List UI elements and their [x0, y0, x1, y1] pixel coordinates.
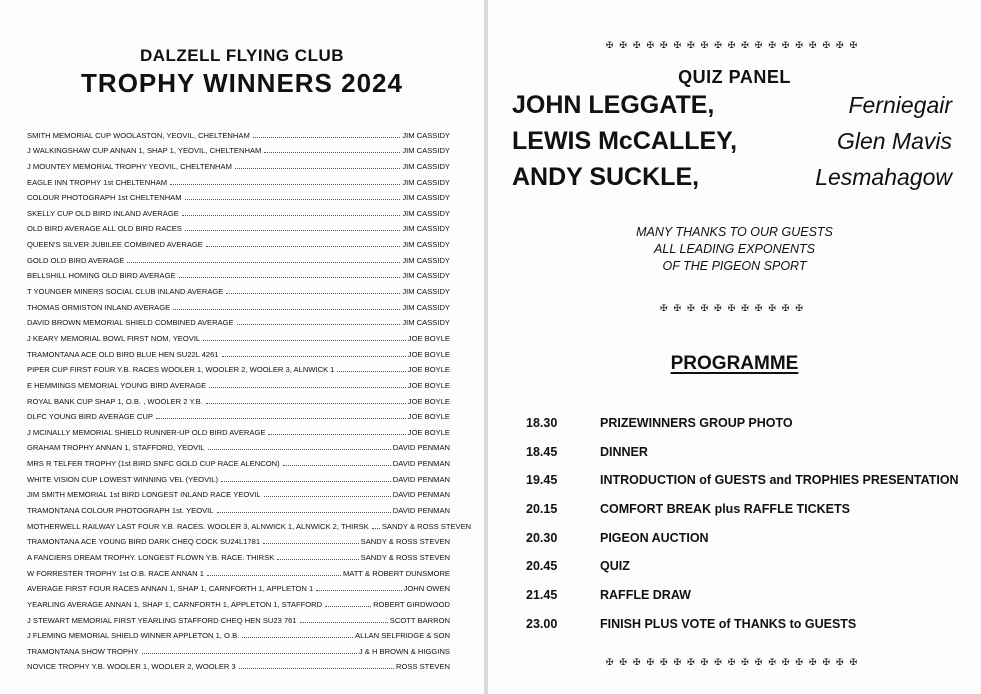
- trophy-row: [27, 296, 450, 312]
- programme-item: [526, 559, 976, 588]
- trophy-name: J MCINALLY MEMORIAL SHIELD RUNNER-UP OLD BIRD AVERAGE: [27, 427, 266, 437]
- trophy-row: [27, 656, 450, 672]
- trophy-row: [27, 280, 450, 296]
- winner-name: DAVID PENMAN: [392, 490, 450, 500]
- programme-event: QUIZ: [600, 559, 630, 574]
- trophy-row: [27, 202, 450, 218]
- trophy-name: DAVID BROWN MEMORIAL SHIELD COMBINED AVERAGE: [27, 318, 234, 328]
- winner-name: SANDY & ROSS STEVEN: [381, 521, 472, 531]
- dot-leader: [264, 152, 400, 153]
- trophy-name: TRAMONTANA ACE YOUNG BIRD DARK CHEQ COCK SU24L1781: [27, 537, 261, 547]
- dot-leader: [283, 465, 391, 466]
- trophy-name: YEARLING AVERAGE ANNAN 1, SHAP 1, CARNFORTH 1, APPLETON 1, STAFFORD: [27, 599, 323, 609]
- trophy-row: [27, 562, 450, 578]
- dot-leader: [235, 168, 400, 169]
- trophy-row: [27, 249, 450, 265]
- trophy-name: SKELLY CUP OLD BIRD INLAND AVERAGE: [27, 208, 179, 218]
- trophy-row: [27, 468, 450, 484]
- winner-name: JIM CASSIDY: [402, 271, 450, 281]
- programme-item: [526, 473, 976, 502]
- programme-time: 20.45: [526, 559, 558, 574]
- left-page: [0, 0, 484, 694]
- trophy-name: BELLSHILL HOMING OLD BIRD AVERAGE: [27, 271, 176, 281]
- trophy-name: DLFC YOUNG BIRD AVERAGE CUP: [27, 412, 153, 422]
- panel-member-place: Ferniegair: [848, 92, 952, 118]
- programme-time: 19.45: [526, 473, 558, 488]
- programme-event: COMFORT BREAK plus RAFFLE TICKETS: [600, 502, 850, 517]
- star-divider-top: ✠✠✠✠✠✠✠✠✠✠✠✠✠✠✠✠✠✠✠: [605, 40, 864, 50]
- dot-leader: [206, 246, 400, 247]
- dot-leader: [142, 653, 357, 654]
- programme-item: [526, 588, 976, 617]
- programme-event: RAFFLE DRAW: [600, 588, 691, 603]
- trophy-row: [27, 406, 450, 422]
- programme-event: FINISH PLUS VOTE of THANKS to GUESTS: [600, 616, 857, 631]
- trophy-name: QUEEN'S SILVER JUBILEE COMBINED AVERAGE: [27, 240, 203, 250]
- programme-item: [526, 502, 976, 531]
- trophy-name: THOMAS ORMISTON INLAND AVERAGE: [27, 302, 171, 312]
- dot-leader: [300, 622, 388, 623]
- trophy-name: COLOUR PHOTOGRAPH 1st CHELTENHAM: [27, 193, 182, 203]
- quiz-panel-title: QUIZ PANEL: [678, 67, 791, 87]
- dot-leader: [170, 184, 400, 185]
- panel-member: [512, 163, 952, 193]
- trophy-name: J WALKINGSHAW CUP ANNAN 1, SHAP 1, YEOVIL, CHELTENHAM: [27, 146, 262, 156]
- winner-name: JOE BOYLE: [407, 427, 450, 437]
- star-divider-middle: ✠✠✠✠✠✠✠✠✠✠✠: [660, 303, 809, 313]
- trophy-name: GRAHAM TROPHY ANNAN 1, STAFFORD, YEOVIL: [27, 443, 205, 453]
- winner-name: JIM CASSIDY: [402, 146, 450, 156]
- programme-title: [488, 353, 981, 375]
- dot-leader: [208, 449, 391, 450]
- winner-name: JIM CASSIDY: [402, 130, 450, 140]
- programme-event: DINNER: [600, 444, 648, 459]
- trophy-name: TRAMONTANA SHOW TROPHY: [27, 646, 139, 656]
- trophy-row: [27, 484, 450, 500]
- winner-name: JIM CASSIDY: [402, 255, 450, 265]
- programme-event: INTRODUCTION of GUESTS and TROPHIES PRESENTATION: [600, 473, 959, 488]
- panel-member-name: LEWIS McCALLEY,: [512, 127, 738, 155]
- winner-name: JOHN OWEN: [403, 584, 450, 594]
- winner-name: JIM CASSIDY: [402, 177, 450, 187]
- winner-name: JOE BOYLE: [407, 349, 450, 359]
- programme-time: 18.30: [526, 416, 558, 430]
- dot-leader: [264, 496, 391, 497]
- trophy-name: PIPER CUP FIRST FOUR Y.B. RACES WOOLER 1, WOOLER 2, WOOLER 3, ALNWICK 1: [27, 365, 335, 375]
- dot-leader: [203, 340, 406, 341]
- thanks-line: OF THE PIGEON SPORT: [662, 259, 807, 273]
- trophy-row: [27, 218, 450, 234]
- dot-leader: [207, 575, 341, 576]
- page-title: TROPHY WINNERS 2024: [81, 68, 403, 98]
- winner-name: DAVID PENMAN: [392, 474, 450, 484]
- star-divider-bottom: ✠✠✠✠✠✠✠✠✠✠✠✠✠✠✠✠✠✠✠: [605, 657, 864, 667]
- winner-name: JIM CASSIDY: [402, 318, 450, 328]
- dot-leader: [179, 277, 401, 278]
- winner-name: JIM CASSIDY: [402, 302, 450, 312]
- dot-leader: [182, 215, 401, 216]
- thanks-message: [488, 224, 981, 275]
- dot-leader: [237, 324, 401, 325]
- programme-list: [526, 416, 976, 646]
- trophy-name: TRAMONTANA COLOUR PHOTOGRAPH 1st. YEOVIL: [27, 506, 214, 516]
- trophy-name: EAGLE INN TROPHY 1st CHELTENHAM: [27, 177, 168, 187]
- trophy-row: [27, 233, 450, 249]
- trophy-row: [27, 343, 450, 359]
- trophy-name: J FLEMING MEMORIAL SHIELD WINNER APPLETON 1, O.B.: [27, 631, 240, 641]
- trophy-row: [27, 265, 450, 281]
- trophy-name: MRS R TELFER TROPHY (1st BIRD SNFC GOLD CUP RACE ALENCON): [27, 459, 280, 469]
- thanks-line: ALL LEADING EXPONENTS: [654, 242, 815, 256]
- trophy-name: T YOUNGER MINERS SOCIAL CLUB INLAND AVERAGE: [27, 287, 224, 297]
- thanks-line: MANY THANKS TO OUR GUESTS: [636, 225, 833, 239]
- dot-leader: [222, 356, 406, 357]
- programme-item: [526, 531, 976, 560]
- trophy-name: SMITH MEMORIAL CUP WOOLASTON, YEOVIL, CHELTENHAM: [27, 130, 250, 140]
- trophy-row: [27, 593, 450, 609]
- trophy-name: JIM SMITH MEMORIAL 1st BIRD LONGEST INLAND RACE YEOVIL: [27, 490, 261, 500]
- dot-leader: [325, 606, 371, 607]
- dot-leader: [156, 418, 406, 419]
- trophy-name: ROYAL BANK CUP SHAP 1, O.B. , WOOLER 2 Y.B.: [27, 396, 203, 406]
- trophy-row: [27, 531, 450, 547]
- trophy-name: AVERAGE FIRST FOUR RACES ANNAN 1, SHAP 1, CARNFORTH 1, APPLETON 1: [27, 584, 314, 594]
- panel-member: [512, 127, 952, 157]
- winner-name: JIM CASSIDY: [402, 287, 450, 297]
- trophy-row: [27, 437, 450, 453]
- winner-name: ROSS STEVEN: [395, 662, 450, 672]
- dot-leader: [268, 434, 405, 435]
- winner-name: JOE BOYLE: [407, 412, 450, 422]
- dot-leader: [185, 230, 400, 231]
- programme-item: [526, 416, 976, 445]
- trophy-row: [27, 359, 450, 375]
- trophy-name: MOTHERWELL RAILWAY LAST FOUR Y.B. RACES. WOOLER 3, ALNWICK 1, ALNWICK 2, THIRSK: [27, 521, 369, 531]
- winner-name: ALLAN SELFRIDGE & SON: [355, 631, 450, 641]
- winner-name: JIM CASSIDY: [402, 240, 450, 250]
- dot-leader: [253, 137, 401, 138]
- programme-title-text: PROGRAMME: [670, 353, 799, 374]
- trophy-row: [27, 546, 450, 562]
- dot-leader: [127, 262, 400, 263]
- trophy-row: [27, 155, 450, 171]
- dot-leader: [209, 387, 406, 388]
- dot-leader: [242, 637, 353, 638]
- trophy-name: J KEARY MEMORIAL BOWL FIRST NOM, YEOVIL: [27, 333, 201, 343]
- winner-name: JIM CASSIDY: [402, 193, 450, 203]
- trophy-row: [27, 421, 450, 437]
- trophy-row: [27, 452, 450, 468]
- trophy-row: [27, 312, 450, 328]
- winner-name: JIM CASSIDY: [402, 161, 450, 171]
- trophy-name: J STEWART MEMORIAL FIRST YEARLING STAFFORD CHEQ HEN SU23 761: [27, 615, 297, 625]
- trophy-name: OLD BIRD AVERAGE ALL OLD BIRD RACES: [27, 224, 182, 234]
- winner-name: DAVID PENMAN: [392, 459, 450, 469]
- programme-item: [526, 617, 976, 646]
- winner-name: DAVID PENMAN: [392, 506, 450, 516]
- dot-leader: [277, 559, 358, 560]
- trophy-row: [27, 124, 450, 140]
- dot-leader: [372, 528, 380, 529]
- trophy-row: [27, 327, 450, 343]
- trophy-row: [27, 640, 450, 656]
- trophy-name: W FORRESTER TROPHY 1st O.B. RACE ANNAN 1: [27, 568, 204, 578]
- dot-leader: [221, 481, 391, 482]
- winner-name: J & H BROWN & HIGGINS: [358, 646, 450, 656]
- winner-name: MATT & ROBERT DUNSMORE: [342, 568, 450, 578]
- trophy-row: [27, 140, 450, 156]
- trophy-name: GOLD OLD BIRD AVERAGE: [27, 255, 125, 265]
- dot-leader: [185, 199, 401, 200]
- programme-time: 23.00: [526, 616, 558, 631]
- trophy-row: [27, 171, 450, 187]
- trophy-name: J MOUNTEY MEMORIAL TROPHY YEOVIL, CHELTENHAM: [27, 161, 232, 171]
- programme-event: PRIZEWINNERS GROUP PHOTO: [600, 416, 793, 430]
- winner-name: SANDY & ROSS STEVEN: [360, 537, 450, 547]
- dot-leader: [206, 403, 406, 404]
- winner-name: JOE BOYLE: [407, 396, 450, 406]
- winner-name: DAVID PENMAN: [392, 443, 450, 453]
- dot-leader: [217, 512, 391, 513]
- trophy-row: [27, 374, 450, 390]
- programme-time: 20.15: [526, 502, 558, 517]
- programme-time: 21.45: [526, 588, 558, 603]
- trophy-row: [27, 499, 450, 515]
- trophy-name: E HEMMINGS MEMORIAL YOUNG BIRD AVERAGE: [27, 380, 207, 390]
- panel-member: [512, 91, 952, 121]
- programme-event: PIGEON AUCTION: [600, 530, 709, 545]
- programme-time: 18.45: [526, 444, 558, 459]
- winner-name: ROBERT GIRDWOOD: [373, 599, 450, 609]
- trophy-name: A FANCIERS DREAM TROPHY. LONGEST FLOWN Y.B. RACE. THIRSK: [27, 552, 275, 562]
- dot-leader: [239, 668, 394, 669]
- trophy-row: [27, 390, 450, 406]
- winner-name: JIM CASSIDY: [402, 224, 450, 234]
- trophy-row: [27, 578, 450, 594]
- winner-name: SCOTT BARRON: [389, 615, 450, 625]
- winner-name: JOE BOYLE: [407, 380, 450, 390]
- dot-leader: [337, 371, 405, 372]
- dot-leader: [263, 543, 359, 544]
- panel-member-name: JOHN LEGGATE,: [512, 91, 715, 119]
- programme-time: 20.30: [526, 530, 558, 545]
- winner-name: SANDY & ROSS STEVEN: [360, 552, 450, 562]
- club-name: DALZELL FLYING CLUB: [139, 46, 345, 65]
- winner-name: JIM CASSIDY: [402, 208, 450, 218]
- panel-member-place: Glen Mavis: [836, 128, 952, 154]
- trophy-winners-list: [27, 124, 472, 672]
- trophy-row: [27, 515, 472, 531]
- dot-leader: [226, 293, 400, 294]
- panel-member-place: Lesmahagow: [815, 164, 952, 190]
- trophy-name: WHITE VISION CUP LOWEST WINNING VEL (YEOVIL): [27, 474, 218, 484]
- trophy-name: NOVICE TROPHY Y.B. WOOLER 1, WOOLER 2, WOOLER 3: [27, 662, 236, 672]
- winner-name: JOE BOYLE: [407, 333, 450, 343]
- winner-name: JOE BOYLE: [407, 365, 450, 375]
- trophy-row: [27, 187, 450, 203]
- programme-item: [526, 445, 976, 474]
- trophy-row: [27, 625, 450, 641]
- dot-leader: [316, 590, 401, 591]
- trophy-row: [27, 609, 450, 625]
- dot-leader: [173, 309, 400, 310]
- panel-member-name: ANDY SUCKLE,: [512, 163, 700, 191]
- right-page: [488, 0, 981, 694]
- trophy-name: TRAMONTANA ACE OLD BIRD BLUE HEN SU22L 4261: [27, 349, 219, 359]
